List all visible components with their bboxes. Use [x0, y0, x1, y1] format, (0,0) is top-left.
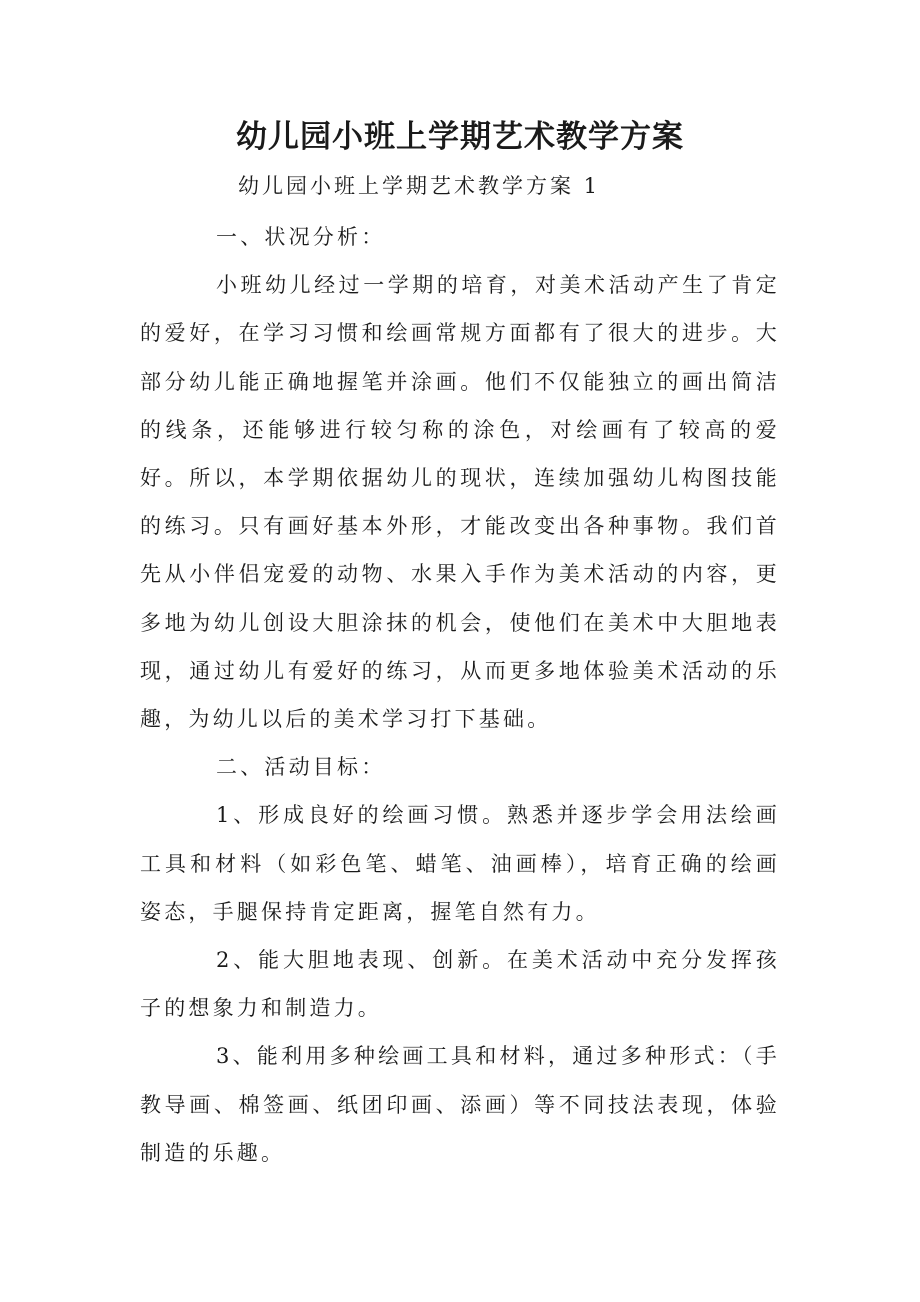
paragraph-goal-3: 3、能利用多种绘画工具和材料，通过多种形式：（手教导画、棉签画、纸团印画、添画）等不同技法表现，体验制造的乐趣。	[140, 1044, 780, 1165]
paragraph-goal-1: 1、形成良好的绘画习惯。熟悉并逐步学会用法绘画工具和材料（如彩色笔、蜡笔、油画棒），培育正确的绘画姿态，手腿保持肯定距离，握笔自然有力。	[140, 803, 780, 924]
paragraph-goal-2: 2、能大胆地表现、创新。在美术活动中充分发挥孩子的想象力和制造力。	[140, 948, 780, 1021]
section-heading-goals: 二、活动目标：	[216, 755, 386, 780]
document-subtitle: 幼儿园小班上学期艺术教学方案 1	[238, 174, 601, 198]
section-heading-analysis: 一、状况分析：	[216, 225, 386, 249]
paragraph-analysis: 小班幼儿经过一学期的培育，对美术活动产生了肯定的爱好，在学习习惯和绘画常规方面都有了很大的进步。大部分幼儿能正确地握笔并涂画。他们不仅能独立的画出简洁的线条，还能够进行较匀称的涂色，对绘画有了较高的爱好。所以，本学期依据幼儿的现状，连续加强幼儿构图技能的练习。只有画好基本外形，才能改变出各种事物。我们首先从小伴侣宠爱的动物、水果入手作为美术活动的内容，更多地为幼儿创设大胆涂抹的机会，使他们在美术中大胆地表现，通过幼儿有爱好的练习，从而更多地体验美术活动的乐趣，为幼儿以后的美术学习打下基础。	[140, 273, 780, 732]
document-title: 幼儿园小班上学期艺术教学方案	[236, 119, 684, 155]
document-body	[140, 213, 780, 1177]
